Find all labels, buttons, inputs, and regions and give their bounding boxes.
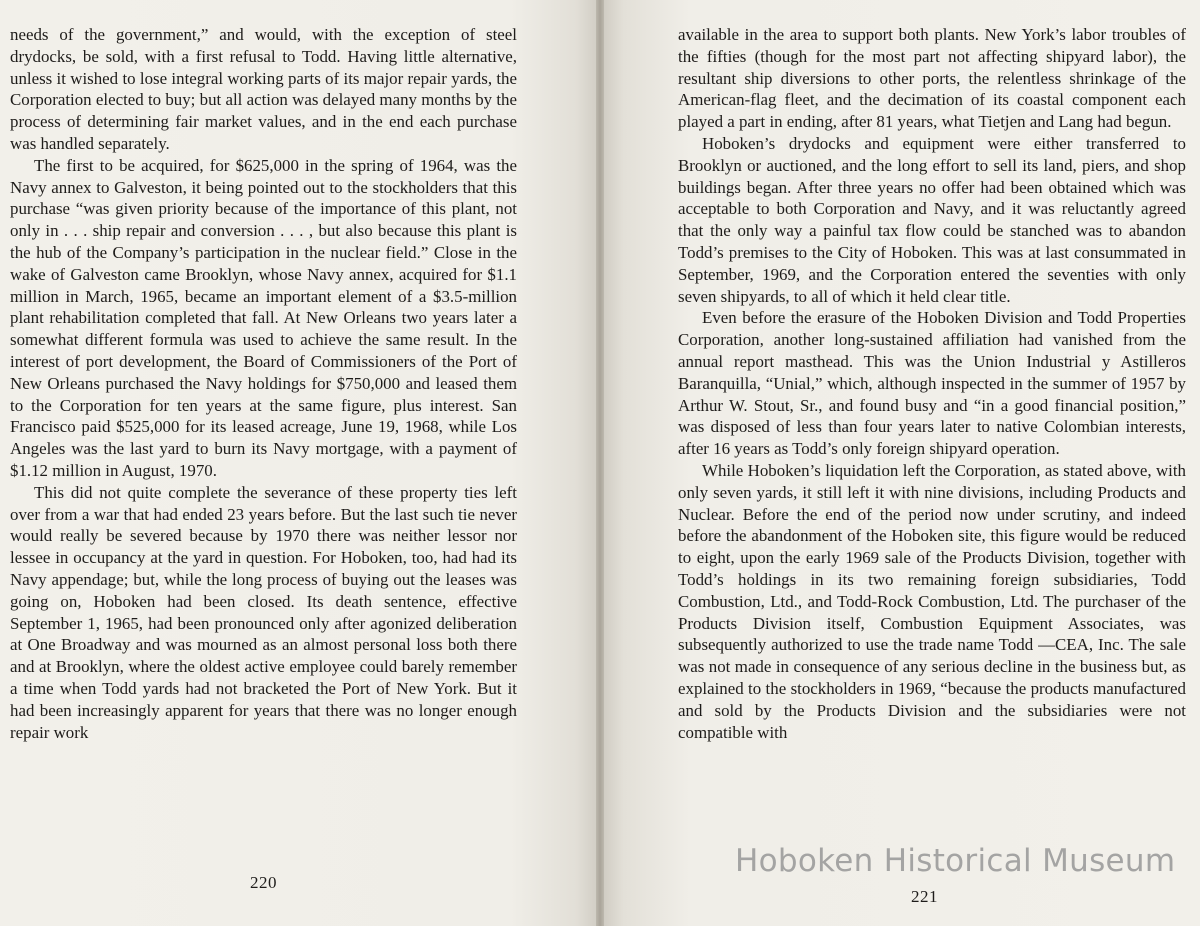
right-page-text <box>678 24 1186 743</box>
right-page <box>600 0 1200 926</box>
paragraph: Hoboken’s drydocks and equipment were either transferred to Brooklyn or auctioned, and the long effort to sell its land, piers, and shop buildings began. After three years no offer had been obtained which was acceptable to both Corporation and Navy, and it was reluctantly agreed that the only way a painful tax flow could be stanched was to abandon Todd’s premises to the City of Hoboken. This was at last consummated in September, 1969, and the Corporation entered the seventies with only seven shipyards, to all of which it held clear title. <box>678 133 1186 306</box>
paragraph: The first to be acquired, for $625,000 in the spring of 1964, was the Navy annex to Galveston, it being pointed out to the stockholders that this purchase “was given priority because of the importance of this plant, not only in . . . ship repair and conversion . . . , but also because this plant is the hub of the Company’s participation in the nuclear field.” Close in the wake of Galveston came Brooklyn, whose Navy annex, acquired for $1.1 million in March, 1965, became an important element of a $3.5-million plant rehabilitation completed that fall. At New Orleans two years later a somewhat different formula was used to achieve the same result. In the interest of port development, the Board of Commissioners of the Port of New Orleans purchased the Navy holdings for $750,000 and leased them to the Corporation for ten years at the same figure, plus interest. San Francisco paid $525,000 for its leased acreage, June 19, 1968, while Los Angeles was the last yard to burn its Navy mortgage, with a payment of $1.12 million in August, 1970. <box>10 155 517 480</box>
paragraph: available in the area to support both plants. New York’s labor troubles of the fifties (though for the most part not affecting shipyard labor), the resultant ship diversions to other ports, the relentless shrinkage of the American-flag fleet, and the decimation of its coastal component each played a part in ending, after 81 years, what Tietjen and Lang had begun. <box>678 25 1186 132</box>
paragraph: needs of the government,” and would, with the exception of steel drydocks, be sold, with a first refusal to Todd. Having little alternative, unless it wished to lose integral working parts of its major repair yards, the Corporation elected to buy; but all action was delayed many months by the process of determining fair market values, and in the end each purchase was handled separately. <box>10 25 517 153</box>
paragraph: This did not quite complete the severance of these property ties left over from a war that had ended 23 years before. But the last such tie never would really be severed because by 1970 there was neither lessor nor lessee in occupancy at the yard in question. For Hoboken, too, had had its Navy appendage; but, while the long process of buying out the leases was going on, Hoboken had been closed. Its death sentence, effective September 1, 1965, had been pronounced only after agonized deliberation at One Broadway and was mourned as an almost personal loss both there and at Brooklyn, where the oldest active employee could barely remember a time when Todd yards had not bracketed the Port of New York. But it had been increasingly apparent for years that there was no longer enough repair work <box>10 482 517 742</box>
paragraph: Even before the erasure of the Hoboken Division and Todd Properties Corporation, another long-sustained affiliation had vanished from the annual report masthead. This was the Union Industrial y Astilleros Baranquilla, “Unial,” which, although inspected in the summer of 1957 by Arthur W. Stout, Sr., and found busy and “in a good financial position,” was disposed of less than four years later to native Colombian interests, after 16 years as Todd’s only foreign shipyard operation. <box>678 308 1186 459</box>
book-gutter <box>596 0 604 926</box>
paragraph: While Hoboken’s liquidation left the Corporation, as stated above, with only seven yards, it still left it with nine divisions, including Products and Nuclear. Before the end of the period now under scrutiny, and indeed before the abandonment of the Hoboken site, this figure would be reduced to eight, upon the early 1969 sale of the Products Division, together with Todd’s holdings in its two remaining foreign subsidiaries, Todd Combustion, Ltd., and Todd-Rock Combustion, Ltd. The purchaser of the Products Division itself, Combustion Equipment Associates, was subsequently authorized to use the trade name Todd —CEA, Inc. The sale was not made in consequence of any serious decline in the business but, as explained to the stockholders in 1969, “because the products manufactured and sold by the Products Division and the subsidiaries were not compatible with <box>678 460 1186 742</box>
left-page-text <box>10 24 517 743</box>
page-number-left: 220 <box>250 873 277 892</box>
page-number-right: 221 <box>911 887 938 906</box>
museum-watermark: Hoboken Historical Museum <box>735 843 1176 879</box>
